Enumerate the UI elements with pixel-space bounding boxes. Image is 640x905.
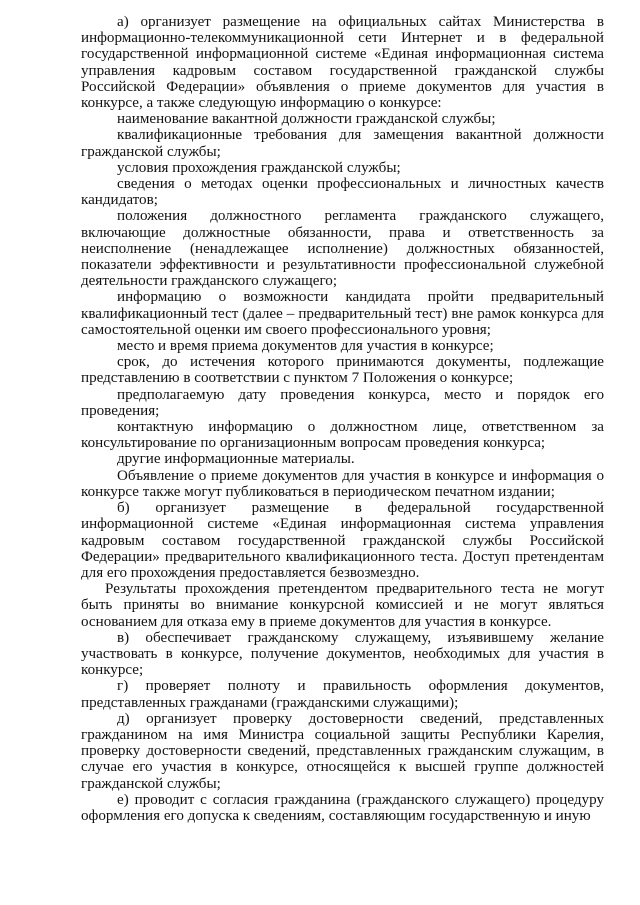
paragraph-a7: место и время приема документов для участия в конкурсе; (117, 338, 494, 355)
paragraph-b1: Результаты прохождения претендентом предварительного теста не могут быть приняты во внимание конкурсной комиссией и не могут являться основанием для отказа ему в приеме документов для участия в конкурсе. (81, 581, 604, 630)
paragraph-b: б) организует размещение в федеральной государственной информационной системе «Единая информационная система управления кадровым составом государственной гражданской службы Российской Федерации» предварительного квалификационного теста. Доступ претендентам для его прохождения предоставляется безвозмездно. (81, 500, 604, 581)
document-body (81, 14, 604, 824)
paragraph-e: д) организует проверку достоверности сведений, представленных гражданином на имя Министра социальной защиты Республики Карелия, проверку достоверности сведений, представленных гражданским служащим, в случае его участия в конкурсе, относящейся к высшей группе должностей гражданской службы; (81, 710, 604, 792)
paragraph-a3: условия прохождения гражданской службы; (117, 159, 401, 176)
paragraph-a: а) организует размещение на официальных сайтах Министерства в информационно-телекоммуникационной сети Интернет и в федеральной государственной информационной системе «Единая информационная система управления кадровым составом государственной гражданской службы Российской Федерации» объявления о приеме документов для участия в конкурсе, а также следующую информацию о конкурсе: (81, 14, 604, 112)
paragraph-a1: наименование вакантной должности гражданской службы; (117, 111, 496, 128)
paragraph-a2: квалификационные требования для замещения вакантной должности гражданской службы; (81, 127, 604, 160)
paragraph-a6: информацию о возможности кандидата пройти предварительный квалификационный тест (далее – предварительный тест) вне рамок конкурса для самостоятельной оценки им своего профессионального уровня; (81, 289, 604, 338)
paragraph-a12: Объявление о приеме документов для участия в конкурсе и информация о конкурсе также могут публиковаться в периодическом печатном издании; (81, 467, 604, 500)
paragraph-c: в) обеспечивает гражданскому служащему, изъявившему желание участвовать в конкурсе, получение документов, необходимых для участия в конкурсе; (81, 629, 604, 679)
paragraph-a8: срок, до истечения которого принимаются документы, подлежащие представлению в соответствии с пунктом 7 Положения о конкурсе; (81, 354, 604, 387)
paragraph-a5: положения должностного регламента гражданского служащего, включающие должностные обязанности, права и ответственность за неисполнение (ненадлежащее исполнение) должностных обязанностей, показатели эффективности и результативности профессиональной служебной деятельности гражданского служащего; (81, 208, 604, 290)
paragraph-f: е) проводит с согласия гражданина (гражданского служащего) процедуру оформления его допуска к сведениям, составляющим государственную и иную (81, 791, 604, 824)
paragraph-a4: сведения о методах оценки профессиональных и личностных качеств кандидатов; (81, 176, 604, 209)
paragraph-a10: контактную информацию о должностном лице, ответственном за консультирование по организационным вопросам проведения конкурса; (81, 419, 604, 452)
paragraph-a9: предполагаемую дату проведения конкурса, место и порядок его проведения; (81, 386, 604, 419)
paragraph-a11: другие информационные материалы. (117, 451, 355, 468)
paragraph-d: г) проверяет полноту и правильность оформления документов, представленных гражданами (гражданскими служащими); (81, 678, 604, 711)
